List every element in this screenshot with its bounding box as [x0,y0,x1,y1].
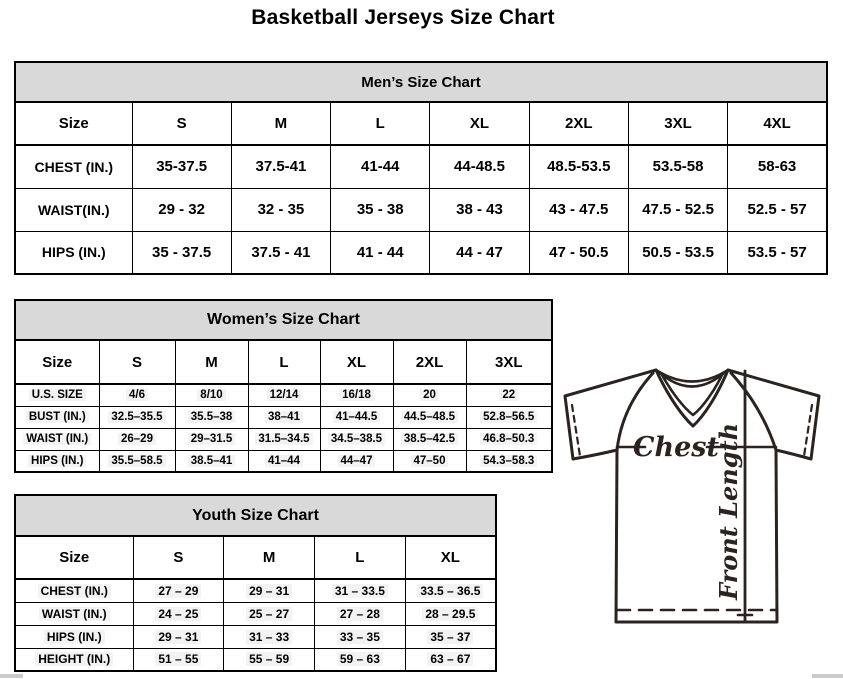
row-label: WAIST (IN.) [15,428,99,450]
cropped-next-section-fragment [812,674,843,678]
column-header: S [132,102,231,145]
column-header: 2XL [529,102,628,145]
table-cell: 31.5–34.5 [248,428,320,450]
table-cell: 4/6 [99,384,175,406]
table-cell: 38–41 [248,406,320,428]
table-cell: 38 - 43 [430,188,529,231]
row-label: WAIST (IN.) [15,602,133,625]
jersey-measurement-diagram [556,363,828,628]
table-cell: 38.5–41 [175,450,248,472]
table-row [15,102,827,145]
table-cell: 16/18 [320,384,393,406]
table-cell: 29–31.5 [175,428,248,450]
column-header: Size [15,536,133,579]
table-row [15,406,552,428]
table-cell: 63 – 67 [405,648,496,671]
table-row [15,62,827,102]
table-cell: 52.5 - 57 [728,188,827,231]
table-row [15,625,496,648]
table-cell: 20 [393,384,466,406]
table-row [15,428,552,450]
column-header: Size [15,340,99,384]
table-row [15,536,496,579]
row-label: U.S. SIZE [15,384,99,406]
womens-size-table [14,299,553,473]
table-cell: 34.5–38.5 [320,428,393,450]
table-cell: 44 - 47 [430,231,529,274]
table-cell: 27 – 29 [133,579,224,602]
column-header: 3XL [466,340,552,384]
page-title: Basketball Jerseys Size Chart [251,6,555,29]
right-cuff-dashed-line [804,405,812,456]
column-header: M [175,340,248,384]
table-cell: 47–50 [393,450,466,472]
table-cell: 37.5 - 41 [231,231,330,274]
column-header: 2XL [393,340,466,384]
table-cell: 29 – 31 [224,579,315,602]
table-row [15,450,552,472]
table-cell: 31 – 33 [224,625,315,648]
table-cell: 35 - 38 [331,188,430,231]
table-row [15,188,827,231]
youth-size-table [14,494,497,672]
table-cell: 41-44 [331,145,430,188]
chest-label: Chest [633,432,719,463]
table-row [15,384,552,406]
table-cell: 22 [466,384,552,406]
table-row [15,648,496,671]
collar-inner-arc [660,373,724,387]
table-row [15,145,827,188]
table-row [15,495,496,536]
table-row [15,579,496,602]
table-cell: 33.5 – 36.5 [405,579,496,602]
table-row [15,300,552,340]
table-cell: 25 – 27 [224,602,315,625]
table-cell: 54.3–58.3 [466,450,552,472]
table-cell: 47.5 - 52.5 [628,188,727,231]
table-cell: 43 - 47.5 [529,188,628,231]
column-header: 4XL [728,102,827,145]
column-header: Size [15,102,132,145]
table-cell: 50.5 - 53.5 [628,231,727,274]
table-cell: 8/10 [175,384,248,406]
cropped-next-section-fragment [0,674,23,678]
column-header: XL [320,340,393,384]
table-cell: 41–44.5 [320,406,393,428]
row-label: HIPS (IN.) [15,625,133,648]
table-cell: 59 – 63 [315,648,406,671]
table-cell: 44.5–48.5 [393,406,466,428]
table-cell: 35.5–38 [175,406,248,428]
column-header: S [133,536,224,579]
table-cell: 29 – 31 [133,625,224,648]
front-length-label: Front Length [714,422,743,600]
table-cell: 38.5–42.5 [393,428,466,450]
row-label: BUST (IN.) [15,406,99,428]
table-cell: 27 – 28 [315,602,406,625]
column-header: M [224,536,315,579]
column-header: L [248,340,320,384]
row-label: HIPS (IN.) [15,450,99,472]
table-cell: 35 – 37 [405,625,496,648]
mens-table-title: Men’s Size Chart [15,62,827,102]
column-header: M [231,102,330,145]
column-header: XL [405,536,496,579]
table-cell: 31 – 33.5 [315,579,406,602]
table-cell: 32.5–35.5 [99,406,175,428]
table-row [15,231,827,274]
column-header: 3XL [628,102,727,145]
table-cell: 35 - 37.5 [132,231,231,274]
row-label: HIPS (IN.) [15,231,132,274]
table-cell: 24 – 25 [133,602,224,625]
jersey-outline [565,370,819,622]
table-cell: 51 – 55 [133,648,224,671]
table-cell: 28 – 29.5 [405,602,496,625]
table-cell: 41 - 44 [331,231,430,274]
table-cell: 41–44 [248,450,320,472]
table-cell: 48.5-53.5 [529,145,628,188]
table-cell: 26–29 [99,428,175,450]
table-row [15,340,552,384]
youth-table-title: Youth Size Chart [15,495,496,536]
column-header: XL [430,102,529,145]
table-cell: 33 – 35 [315,625,406,648]
row-label: HEIGHT (IN.) [15,648,133,671]
table-cell: 29 - 32 [132,188,231,231]
table-cell: 35.5–58.5 [99,450,175,472]
table-cell: 44-48.5 [430,145,529,188]
column-header: L [315,536,406,579]
row-label: WAIST(IN.) [15,188,132,231]
table-row [15,602,496,625]
collar-back-arc [656,370,728,382]
table-cell: 32 - 35 [231,188,330,231]
table-cell: 44–47 [320,450,393,472]
mens-size-table [14,61,828,275]
table-cell: 55 – 59 [224,648,315,671]
table-cell: 46.8–50.3 [466,428,552,450]
womens-table-title: Women’s Size Chart [15,300,552,340]
left-cuff-dashed-line [572,405,580,456]
table-cell: 12/14 [248,384,320,406]
table-cell: 47 - 50.5 [529,231,628,274]
table-cell: 58-63 [728,145,827,188]
column-header: S [99,340,175,384]
column-header: L [331,102,430,145]
row-label: CHEST (IN.) [15,145,132,188]
table-cell: 52.8–56.5 [466,406,552,428]
row-label: CHEST (IN.) [15,579,133,602]
table-cell: 37.5-41 [231,145,330,188]
table-cell: 35-37.5 [132,145,231,188]
table-cell: 53.5-58 [628,145,727,188]
table-cell: 53.5 - 57 [728,231,827,274]
